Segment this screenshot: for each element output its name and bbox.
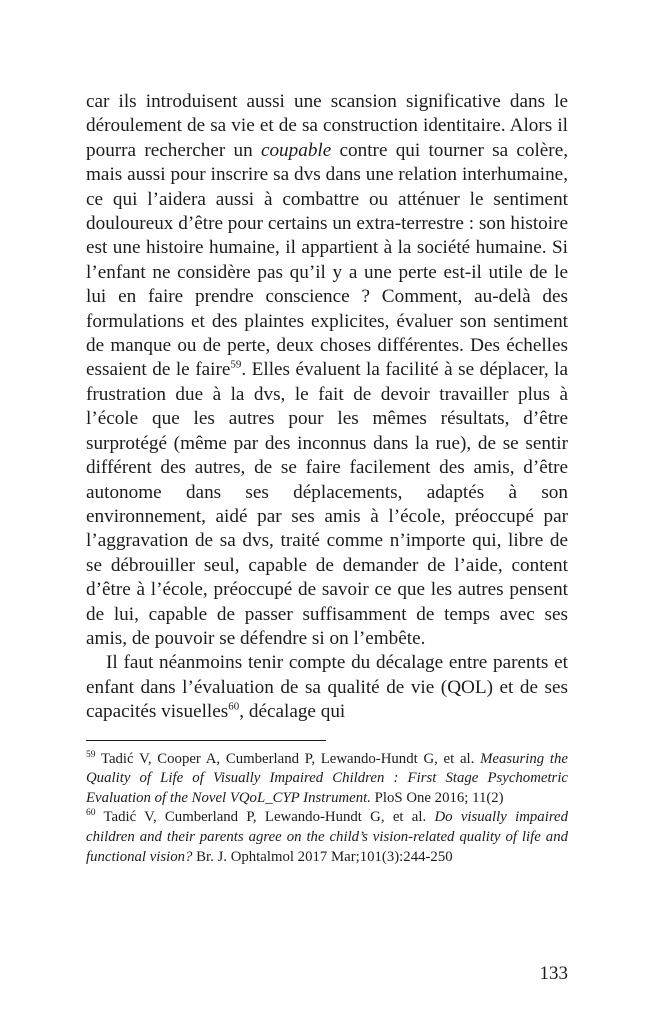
page-number: 133: [539, 963, 568, 984]
paragraph-1-text-b: contre qui tourner sa colère, mais aussi pour inscrire sa dvs dans une relation interhumaine, ce qui l’aidera aussi à combattre ou atténuer le sentiment douloureux d’être pour certains un extra-terrestre : son histoire est une histoire humaine, il appartient à la société humaine. Si l’enfant ne considère pas qu’il y a une perte est-il utile de le lui en faire prendre conscience ? Comment, au-delà des formulations et des plaintes explicites, évaluer son sentiment de manque ou de perte, deux choses différentes. Des échelles essaient de le faire: [86, 139, 569, 381]
footnote-number: 60: [86, 808, 96, 819]
book-page: [86, 90, 568, 867]
paragraph-2-text-b: , décalage qui: [239, 701, 346, 723]
emphasis-coupable: coupable: [260, 139, 332, 161]
paragraph-1-text-a: car ils introduisent aussi une scansion significative dans le déroulement de sa vie et de sa construction identitaire. Alors il pourra rechercher un: [86, 91, 568, 161]
main-text: [86, 90, 568, 725]
footnote-ref-60[interactable]: 60: [228, 700, 240, 713]
footnote-title: Measuring the Quality of Life of Visually Impaired Children : First Stage Psychometric Evaluation of the Novel VQoL_CYP Instrument.: [86, 750, 568, 806]
footnote-ref-59[interactable]: 59: [230, 359, 242, 372]
footnote-authors: Tadić V, Cumberland P, Lewando-Hundt G, et al.: [95, 809, 435, 826]
footnote-title: Do visually impaired children and their parents agree on the child’s vision-related quality of life and functional vision?: [86, 809, 568, 865]
footnotes: [86, 750, 568, 868]
footnote-separator: [86, 740, 326, 741]
paragraph-1: [86, 90, 568, 651]
footnote-source: Br. J. Ophtalmol 2017 Mar;101(3):244-250: [192, 848, 453, 865]
footnote-authors: Tadić V, Cooper A, Cumberland P, Lewando-Hundt G, et al.: [95, 750, 481, 767]
footnote-60: [86, 808, 568, 867]
paragraph-2-text-a: Il faut néanmoins tenir compte du décalage entre parents et enfant dans l’évaluation de sa qualité de vie (QOL) et de ses capacités visuelles: [86, 652, 568, 723]
footnote-source: PloS One 2016; 11(2): [370, 789, 504, 806]
footnote-59: [86, 750, 568, 809]
paragraph-2: [86, 651, 568, 724]
paragraph-1-text-c: . Elles évaluent la facilité à se déplacer, la frustration due à la dvs, le fait de devoir travailler plus à l’école que les autres pour les mêmes résultats, d’être surprotégé (même par des inconnus dans la rue), de se sentir différent des autres, de se faire facilement des amis, d’être autonome dans ses déplacements, adaptés à son environnement, aidé par ses amis à l’école, préoccupé par l’aggravation de sa dvs, traité comme n’importe qui, libre de se débrouiller seul, capable de demander de l’aide, content d’être à l’école, préoccupé de savoir ce que les autres pensent de lui, capable de passer suffisamment de temps avec ses amis, de pouvoir se défendre si on l’embête.: [86, 359, 568, 649]
footnote-number: 59: [86, 749, 96, 760]
